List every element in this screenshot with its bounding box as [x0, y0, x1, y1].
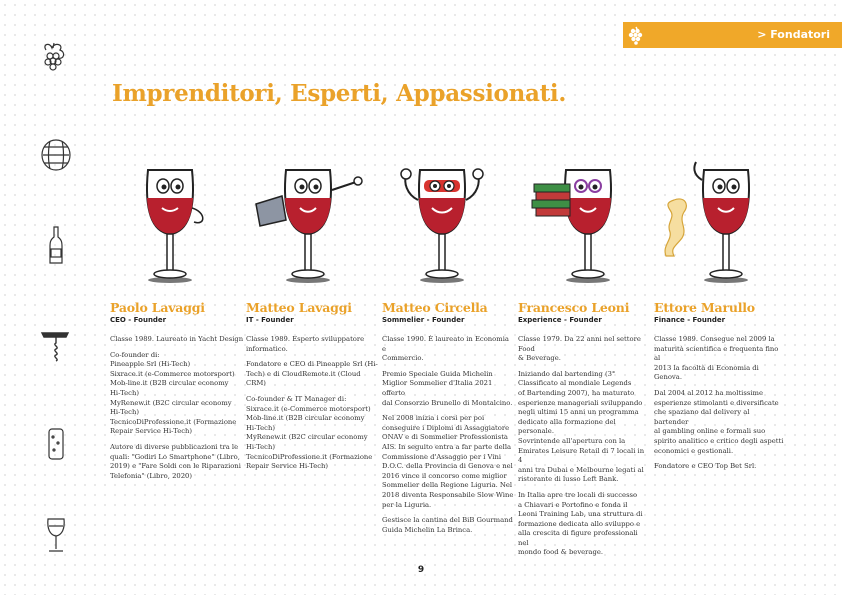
- founder-bio: [110, 335, 245, 487]
- founder-card: [382, 160, 514, 534]
- bio-paragraph: Classe 1990. È laureato in Economia e Commercio.: [382, 335, 509, 363]
- page-title: Imprenditori, Esperti, Appassionati.: [112, 80, 567, 107]
- founder-name: Matteo Circella: [382, 300, 488, 315]
- bio-paragraph: Co-founder di: Pineapple Srl (Hi-Tech) Sixrace.it (e-Commerce motorsport) Mob-line.it (B2B circular economy Hi-Tech) MyRenew.it (B2C circular economy Hi-Tech) TecnicoDiProfessione.it (Formazione Repair Service Hi-Tech): [110, 350, 237, 436]
- bio-paragraph: Fondatore e CEO Top Bet Srl.: [654, 462, 757, 471]
- bio-paragraph: Nel 2008 inizia i corsi per poi conseguire i Diplomi di Assaggiatore ONAV e di Sommelier Professionista AIS. In seguito entra a far parte della Commissione d'Assaggio per i Vini D.O.C. della Provincia di Genova e nel 2016 vince il concorso come miglior Sommelier della Regione Liguria. Nel 2018 diventa Responsabile Slow Wine per la Liguria.: [382, 414, 514, 509]
- bio-paragraph: Co-founder & IT Manager di: Sixrace.it (e-Commerce motorsport) Mob-line.it (B2B circular economy Hi-Tech) MyRenew.it (B2C circular economy Hi-Tech) TecnicoDiProfessione.it (Formazione Repair Service Hi-Tech): [246, 394, 373, 471]
- wine-glass-mascot-laptop: [246, 160, 376, 285]
- barrel-icon: [38, 135, 74, 175]
- founder-bio: [246, 335, 378, 478]
- bio-paragraph: Premio Speciale Guida Michelin Miglior Sommelier d'Italia 2021 offerto dal Consorzio Brunello di Montalcino.: [382, 369, 513, 407]
- founder-name: Francesco Leoni: [518, 300, 630, 315]
- founder-role: Sommelier - Founder: [382, 316, 465, 324]
- bio-paragraph: Dal 2004 al 2012 ha moltissime esperienze stimolanti e diversificate che spaziano dal delivery al bartender al gambling online e formali suo spirito analitico e critico degli aspetti economici e gestionali.: [654, 388, 784, 455]
- cork-icon: [38, 425, 74, 465]
- wine-glass-mascot-idea: [654, 160, 784, 285]
- wine-glass-mascot-hero: [382, 160, 512, 285]
- bottle-icon: [38, 225, 74, 265]
- founder-name: Paolo Lavaggi: [110, 300, 205, 315]
- founder-card: [110, 160, 244, 480]
- bio-paragraph: Autore di diverse pubblicazioni tra le quali: "Godiri Lo Smartphone" (Libro, 2019) e "Fare Soldi con le Riparazioni Telefonia" (Libro, 2020): [110, 442, 241, 480]
- bio-paragraph: Classe 1989. Esperto sviluppatore informatico.: [246, 335, 365, 353]
- founder-card: [654, 160, 784, 471]
- page-number: 9: [417, 565, 425, 575]
- section-header-bar: [623, 22, 842, 48]
- corkscrew-icon: [38, 325, 74, 365]
- founder-role: IT - Founder: [246, 316, 294, 324]
- founder-bio: [518, 335, 650, 564]
- grape-vine-icon: [38, 40, 74, 80]
- founder-name: Matteo Lavaggi: [246, 300, 352, 315]
- bio-paragraph: Classe 1979. Da 22 anni nel settore Food & Beverage.: [518, 335, 641, 363]
- section-label: > Fondatori: [757, 28, 830, 41]
- bio-paragraph: In Italia apre tre locali di successo a Chiavari e Portofino e fonda il Leoni Training Lab, una struttura di formazione dedicata allo sviluppo e alla crescita di figure professionali nel mondo food & beverage.: [518, 490, 643, 557]
- bio-paragraph: Gestisce la cantina del BiB Gourmand Guida Michelin La Brinca.: [382, 516, 513, 534]
- bio-paragraph: Classe 1989. Laureato in Yacht Design: [110, 335, 244, 343]
- founder-card: [518, 160, 648, 557]
- founder-bio: [382, 335, 514, 541]
- founder-role: Finance - Founder: [654, 316, 726, 324]
- wine-glass-mascot-books: [518, 160, 648, 285]
- wine-glass-icon: [38, 515, 74, 555]
- bio-paragraph: Iniziando dal bartending (3° Classificato al mondiale Legends of Bartending 2007), ha maturato esperienze manageriali sviluppando negli ultimi 15 anni un programma dedicato alla formazione del personale. Sovrintende all'apertura con la Emirates Leisure Retail di 7 locali in 4 anni tra Dubai e Melbourne legati al ristorante di lusso Left Bank.: [518, 369, 645, 484]
- bio-paragraph: Fondatore e CEO di Pineapple Srl (Hi- Tech) e di CloudRemote.it (Cloud CRM): [246, 360, 378, 388]
- wine-glass-mascot-thinking: [110, 160, 240, 285]
- founder-card: [246, 160, 378, 471]
- founder-name: Ettore Marullo: [654, 300, 755, 315]
- founder-role: CEO - Founder: [110, 316, 167, 324]
- bio-paragraph: Classe 1989. Consegue nel 2009 la maturità scientifica e frequenta fino al 2013 la facoltà di Economia di Genova.: [654, 335, 779, 382]
- founder-bio: [654, 335, 786, 478]
- grapes-icon: [623, 22, 649, 48]
- founder-role: Experience - Founder: [518, 316, 602, 324]
